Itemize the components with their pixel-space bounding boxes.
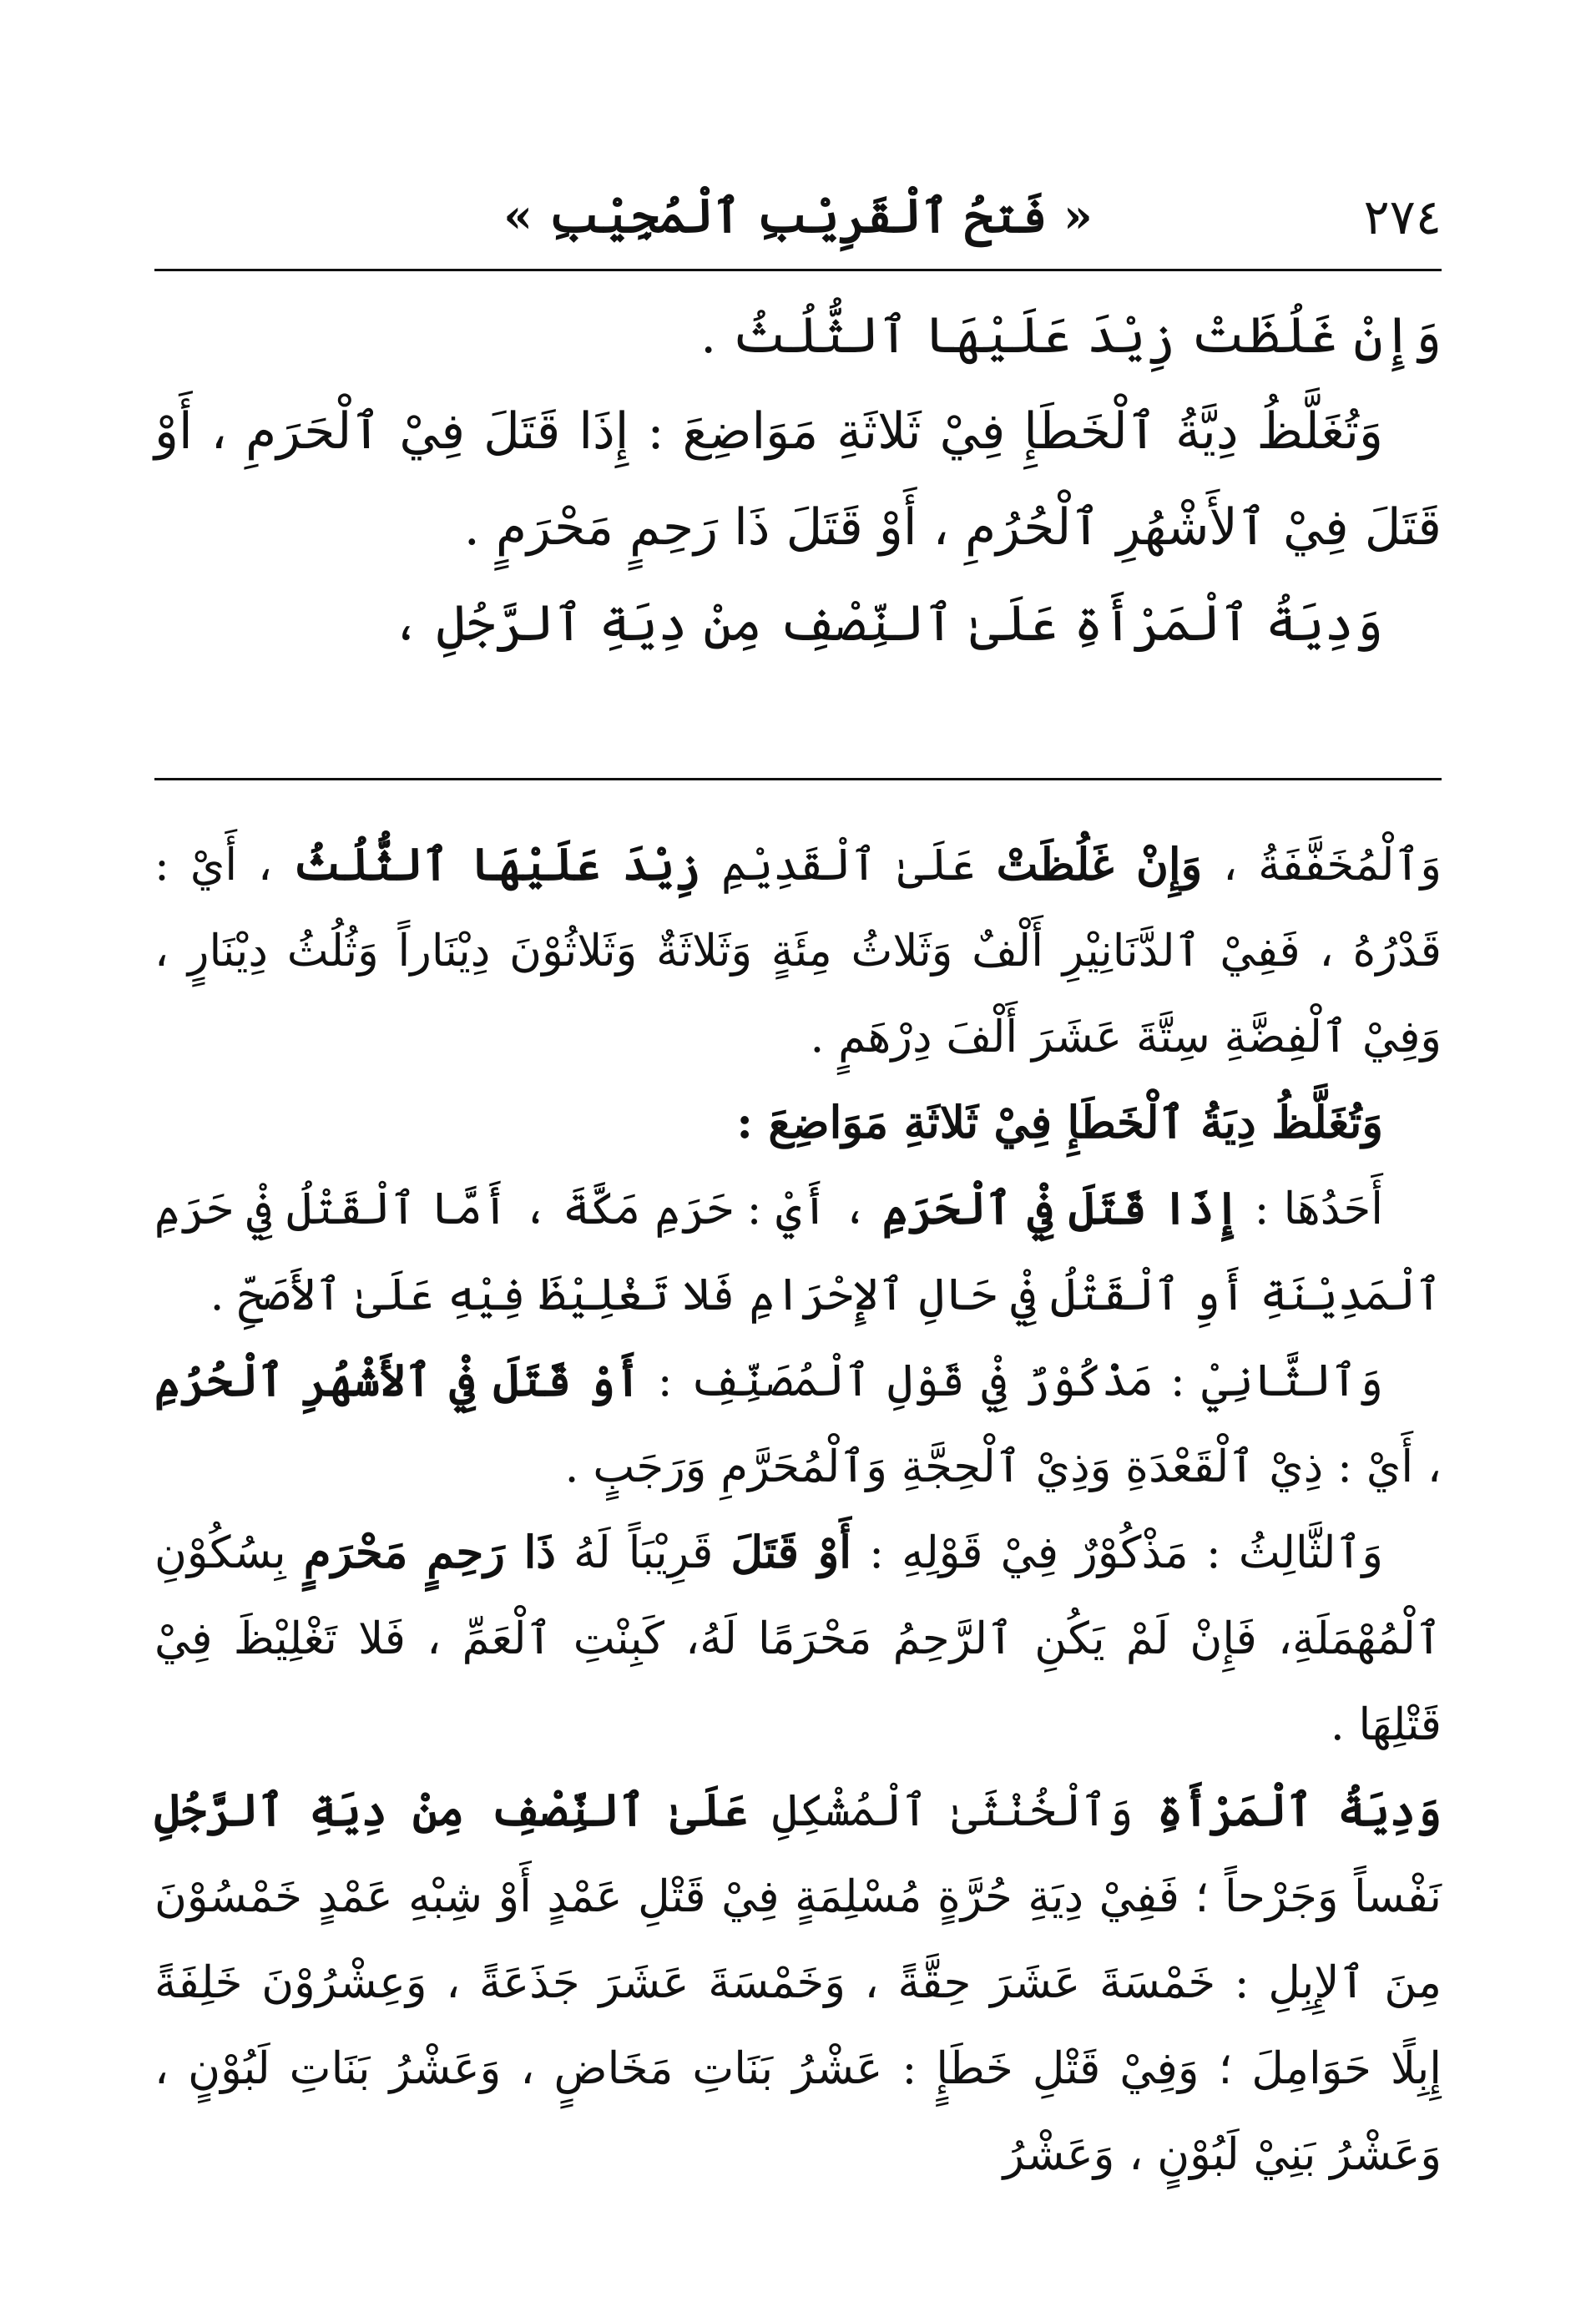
- commentary-paragraph: [154, 822, 1442, 1080]
- matn-quote: وَإِنْ غَلُظَتْ: [996, 839, 1203, 891]
- matn-quote: وَدِيَةُ ٱلْمَرْأَةِ: [1157, 1785, 1442, 1836]
- matn-quote: إِذَا قَتَلَ فِيْ ٱلْحَرَمِ: [881, 1183, 1240, 1234]
- commentary-paragraph: [154, 1080, 1442, 1166]
- commentary-text: [154, 822, 1442, 2198]
- matn-paragraph: وَإِنْ غَلُظَتْ زِيْدَ عَلَيْهَا ٱلثُّلُثُ .: [700, 306, 1442, 365]
- commentary-text-span: وَٱلْخُنْثَىٰ ٱلْمُشْكِلِ: [748, 1785, 1158, 1836]
- commentary-text-span: عَلَىٰ ٱلْقَدِيْمِ: [700, 840, 997, 891]
- commentary-text-span: وَٱلثَّانِيْ : مَذْكُوْرٌ فِيْ قَوْلِ ٱلْمُصَنِّفِ :: [640, 1355, 1384, 1406]
- commentary-text-span: ، أَيْ : ذِيْ ٱلْقَعْدَةِ وَذِيْ ٱلْحِجَّةِ وَٱلْمُحَرَّمِ وَرَجَبٍ .: [564, 1441, 1442, 1492]
- commentary-text-span: وَٱلثَّالِثُ : مَذْكُوْرٌ فِيْ قَوْلِهِ :: [851, 1527, 1383, 1578]
- commentary-text-span: وَٱلْمُخَفَّفَةُ ،: [1202, 840, 1442, 891]
- matn-quote: عَلَىٰ ٱلنِّصْفِ مِنْ دِيَةِ ٱلرَّجُلِ: [154, 1785, 749, 1836]
- commentary-text-span: ، أَيْ : حَرَمِ مَكَّةَ ، أَمَّا ٱلْقَتْلُ فِيْ حَرَمِ ٱلْمَدِيْنَةِ أَوِ ٱلْقَتْلُ فِيْ حَالِ ٱلإِحْرَامِ فَلا تَغْلِيْظَ فِيْهِ عَلَىٰ ٱلأَصَحِّ .: [154, 1184, 1442, 1320]
- matn-quote: ذَا رَحِمٍ مَحْرَمٍ: [303, 1527, 556, 1578]
- commentary-text-span: ، أَيْ : قَدْرُهُ ، فَفِيْ ٱلدَّنَانِيْرِ أَلْفٌ وَثَلاثُ مِئَةٍ وَثَلاثَةٌ وَثَلاثُوْنَ دِيْنَاراً وَثُلُثُ دِيْنَارٍ ، وَفِيْ ٱلْفِضَّةِ سِتَّةَ عَشَرَ أَلْفَ دِرْهَمٍ .: [154, 840, 1442, 1063]
- commentary-text-span: بِسُكُوْنِ ٱلْمُهْمَلَةِ، فَإِنْ لَمْ يَكُنِ ٱلرَّحِمُ مَحْرَمًا لَهُ، كَبِنْتِ ٱلْعَمِّ ، فَلا تَغْلِيْظَ فِيْ قَتْلِهَا .: [154, 1527, 1442, 1750]
- matn-quote: زِيْدَ عَلَيْهَا ٱلثُّلُثُ: [293, 839, 701, 891]
- page-number: ٢٧٤: [1363, 189, 1442, 245]
- commentary-paragraph: [154, 1338, 1442, 1510]
- matn-text: [154, 288, 1442, 672]
- commentary-paragraph: [154, 1510, 1442, 1768]
- commentary-paragraph: [154, 1166, 1442, 1338]
- matn-quote: أَوْ قَتَلَ فِيْ ٱلأَشْهُرِ ٱلْحُرُمِ: [154, 1355, 641, 1406]
- commentary-paragraph: [154, 1768, 1442, 2198]
- matn-quote: أَوْ قَتَلَ: [730, 1527, 851, 1578]
- matn-quote: وَتُغَلَّظُ دِيَةُ ٱلْخَطَإِ فِيْ ثَلاثَةِ مَوَاضِعَ :: [736, 1097, 1383, 1148]
- section-divider: [154, 778, 1442, 780]
- matn-paragraph: وَدِيَةُ ٱلْمَرْأَةِ عَلَىٰ ٱلنِّصْفِ مِنْ دِيَةِ ٱلرَّجُلِ ،: [391, 594, 1383, 653]
- commentary-text-span: قَرِيْبَاً لَهُ: [555, 1527, 731, 1578]
- page-header: [154, 179, 1442, 255]
- commentary-text-span: أَحَدُهَا :: [1240, 1184, 1383, 1234]
- header-divider: [154, 269, 1442, 271]
- running-title: « فَتحُ ٱلْقَرِيْبِ ٱلْمُجِيْبِ »: [503, 189, 1093, 244]
- matn-paragraph: وَتُغَلَّظُ دِيَّةُ ٱلْخَطَإِ فِيْ ثَلاثَةِ مَوَاضِعَ : إِذَا قَتَلَ فِيْ ٱلْحَرَمِ ، أَوْ قَتَلَ فِيْ ٱلأَشْهُرِ ٱلْحُرُمِ ، أَوْ قَتَلَ ذَا رَحِمٍ مَحْرَمٍ .: [154, 402, 1442, 557]
- commentary-text-span: نَفْساً وَجَرْحاً ؛ فَفِيْ دِيَةِ حُرَّةٍ مُسْلِمَةٍ فِيْ قَتْلِ عَمْدٍ أَوْ شِبْهِ عَمْدٍ خَمْسُوْنَ مِنَ ٱلإِبِلِ : خَمْسَةَ عَشَرَ حِقَّةً ، وَخَمْسَةَ عَشَرَ جَذَعَةً ، وَعِشْرُوْنَ خَلِفَةً إِبِلًا حَوَامِلَ ؛ وَفِيْ قَتْلِ خَطَإٍ : عَشْرُ بَنَاتِ مَخَاضٍ ، وَعَشْرُ بَنَاتِ لَبُوْنٍ ، وَعَشْرُ بَنِيْ لَبُوْنٍ ، وَعَشْرُ: [154, 1871, 1442, 2180]
